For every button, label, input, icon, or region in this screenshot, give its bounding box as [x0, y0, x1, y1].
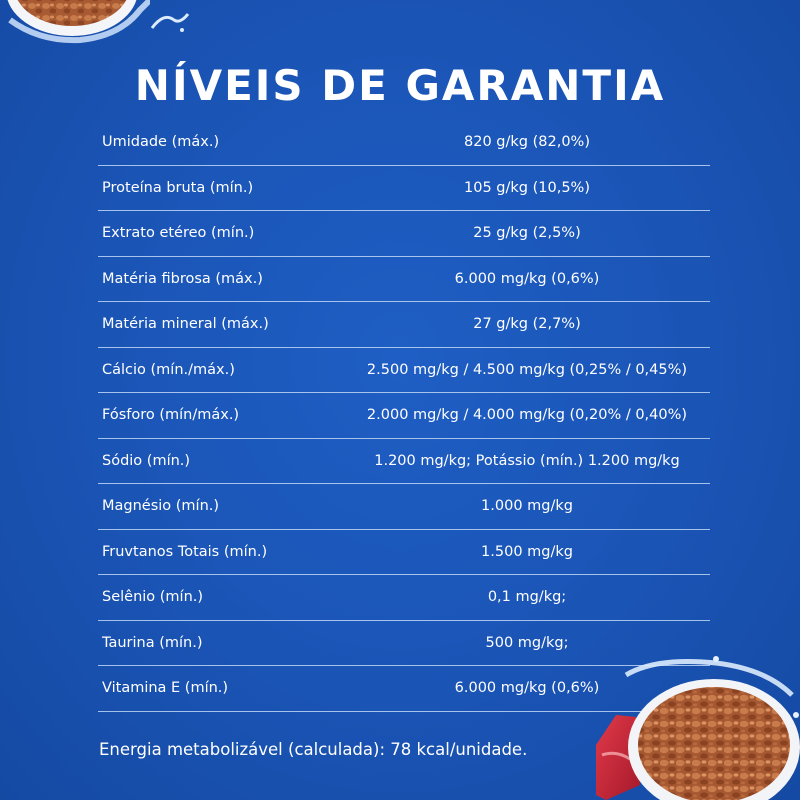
- row-value: 2.500 mg/kg / 4.500 mg/kg (0,25% / 0,45%): [366, 361, 688, 378]
- row-label: Cálcio (mín./máx.): [102, 361, 235, 378]
- food-bowl-with-meat-image: [596, 655, 800, 800]
- table-row: [98, 348, 710, 394]
- row-label: Extrato etéreo (mín.): [102, 225, 255, 242]
- table-row: [98, 211, 710, 257]
- row-value: 0,1 mg/kg;: [487, 589, 567, 606]
- water-splash-icon: [150, 8, 190, 38]
- row-value: 2.000 mg/kg / 4.000 mg/kg (0,20% / 0,40%): [366, 407, 688, 424]
- row-label: Matéria fibrosa (máx.): [102, 270, 263, 287]
- food-bowl-image: [0, 0, 150, 50]
- row-label: Fósforo (mín/máx.): [102, 407, 240, 424]
- table-row: [98, 484, 710, 530]
- row-value: 6.000 mg/kg (0,6%): [454, 270, 600, 287]
- table-row: [98, 439, 710, 485]
- row-label: Sódio (mín.): [102, 452, 191, 469]
- row-value: 1.500 mg/kg: [481, 543, 573, 560]
- row-value: 27 g/kg (2,7%): [473, 316, 581, 333]
- row-label: Vitamina E (mín.): [102, 680, 229, 697]
- row-label: Proteína bruta (mín.): [102, 179, 254, 196]
- table-row: [98, 257, 710, 303]
- table-row: [98, 575, 710, 621]
- row-value: 105 g/kg (10,5%): [464, 179, 590, 196]
- table-row: [98, 120, 710, 166]
- row-label: Magnésio (mín.): [102, 498, 220, 515]
- row-value: 25 g/kg (2,5%): [473, 225, 581, 242]
- row-label: Umidade (máx.): [102, 134, 220, 151]
- row-value: 1.200 mg/kg; Potássio (mín.) 1.200 mg/kg: [374, 452, 680, 469]
- table-row: [98, 393, 710, 439]
- row-label: Fruvtanos Totais (mín.): [102, 543, 268, 560]
- row-value: 1.000 mg/kg: [481, 498, 573, 515]
- table-row: [98, 530, 710, 576]
- row-value: 500 mg/kg;: [485, 634, 569, 651]
- row-label: Matéria mineral (máx.): [102, 316, 269, 333]
- row-label: Taurina (mín.): [102, 634, 203, 651]
- energy-note: Energia metabolizável (calculada): 78 kcal/unidade.: [99, 740, 528, 759]
- row-label: Selênio (mín.): [102, 589, 204, 606]
- row-value: 6.000 mg/kg (0,6%): [454, 680, 600, 697]
- page-title: NÍVEIS DE GARANTIA: [134, 61, 666, 110]
- guarantee-table: [98, 120, 710, 712]
- table-row: [98, 166, 710, 212]
- row-value: 820 g/kg (82,0%): [464, 134, 590, 151]
- table-row: [98, 302, 710, 348]
